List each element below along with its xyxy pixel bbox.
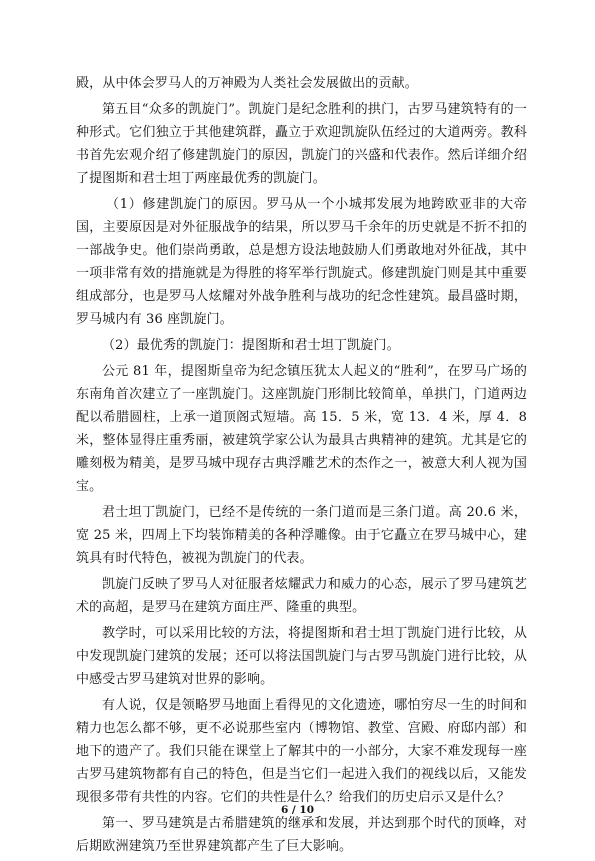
page-number: 6 / 10 — [280, 804, 315, 816]
body-text — [76, 72, 527, 861]
paragraph-arch-of-titus: 公元 81 年，提图斯皇帝为纪念镇压犹太人起义的“胜利”，在罗马广场的东南角首次建立了一座凯旋门。这座凯旋门形制比较简单，单拱门，门道两边配以希腊圆柱，上承一道顶阁式短墙。高 15．5 米，宽 13．4 米，厚 4．8 米，整体显得庄重秀丽，被建筑学家公认为最具古典精神的建筑。尤其是它的雕刻极为精美，是罗马城中现存古典浮雕艺术的杰作之一，被意大利人视为国宝。 — [76, 364, 527, 494]
paragraph-best-arches-heading: （2）最优秀的凯旋门：提图斯和君士坦丁凯旋门。 — [102, 338, 400, 353]
paragraph-reason-for-arches: （1）修建凯旋门的原因。罗马从一个小城邦发展为地跨欧亚非的大帝国，主要原因是对外征服战争的结果，所以罗马千余年的历史就是不折不扣的一部战争史。他们崇尚勇敢，总是想方设法地鼓励人们勇敢地对外征战，其中一项非常有效的措施就是为得胜的将军举行凯旋式。修建凯旋门则是其中重要组成部分，也是罗马人炫耀对外战争胜利与战功的纪念性建筑。最昌盛时期，罗马城内有 36 座凯旋门。 — [76, 197, 527, 327]
paragraph-common-features: 有人说，仅是领略罗马地面上看得见的文化遗迹，哪怕穷尽一生的时间和精力也怎么都不够，更不必说那些室内（博物馆、教堂、宫殿、府邸内部）和地下的遗产了。我们只能在课堂上了解其中的一小部分，大家不难发现每一座古罗马建筑物都有自己的特色，但是当它们一起进入我们的视线以后，又能发现很多带有共性的内容。它们的共性是什么？给我们的历史启示又是什么？ — [76, 698, 527, 805]
paragraph-section-five: 第五目“众多的凯旋门”。凯旋门是纪念胜利的拱门，古罗马建筑特有的一种形式。它们独立于其他建筑群，矗立于欢迎凯旋队伍经过的大道两旁。教科书首先宏观介绍了修建凯旋门的原因，凯旋门的兴盛和代表作。然后详细介绍了提图斯和君士坦丁两座最优秀的凯旋门。 — [76, 102, 527, 186]
paragraph-arch-significance: 凯旋门反映了罗马人对征服者炫耀武力和威力的心态，展示了罗马建筑艺术的高超，是罗马在建筑方面庄严、隆重的典型。 — [76, 577, 527, 615]
paragraph-teaching-method: 教学时，可以采用比较的方法，将提图斯和君士坦丁凯旋门进行比较，从中发现凯旋门建筑的发展；还可以将法国凯旋门与古罗马凯旋门进行比较，从中感受古罗马建筑对世界的影响。 — [76, 626, 527, 687]
paragraph-arch-of-constantine: 君士坦丁凯旋门，已经不是传统的一条门道而是三条门道。高 20.6 米，宽 25 米，四周上下均装饰精美的各种浮雕像。由于它矗立在罗马城中心，建筑具有时代特色，被视为凯旋门的代表。 — [76, 505, 527, 566]
paragraph-first-point: 第一、罗马建筑是古希腊建筑的继承和发展，并达到那个时代的顶峰，对后期欧洲建筑乃至世界建筑都产生了巨大影响。 — [76, 816, 527, 854]
paragraph-continuation: 殿，从中体会罗马人的万神殿为人类社会发展做出的贡献。 — [76, 76, 418, 91]
